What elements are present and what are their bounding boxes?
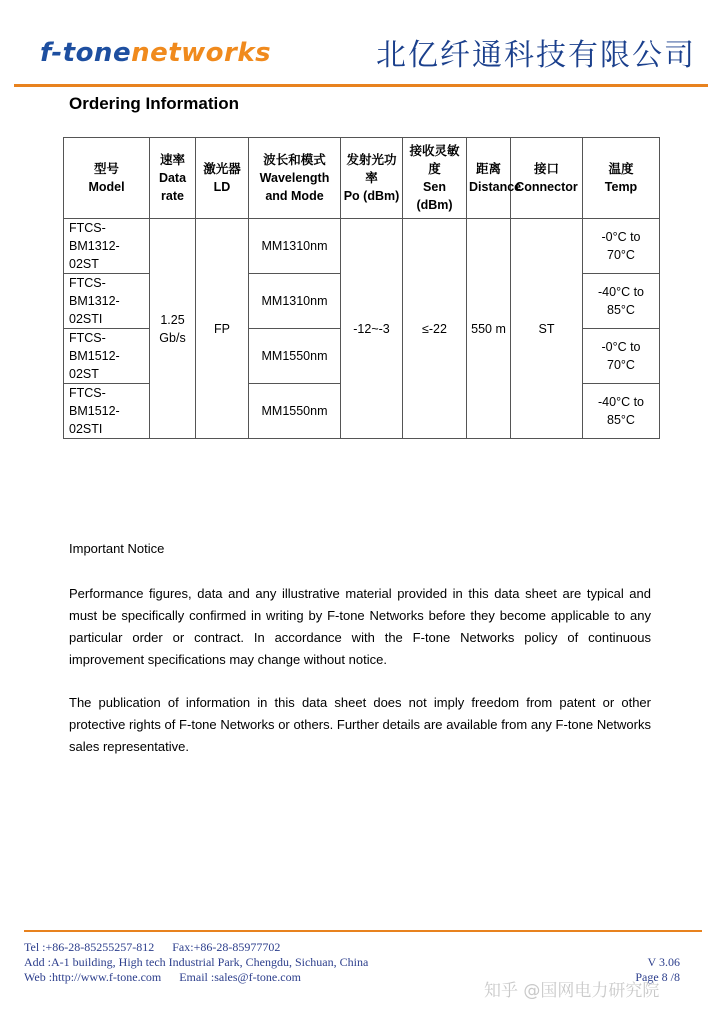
- page-number: Page 8 /8: [635, 970, 680, 984]
- table-header-row: [64, 138, 660, 219]
- version-label: V 3.06: [647, 955, 680, 969]
- cell-temp: -40°C to 85°C: [583, 384, 660, 439]
- cell-distance: 550 m: [467, 219, 511, 439]
- col-header-temp: 温度 Temp: [583, 138, 660, 219]
- cell-wavelength: MM1310nm: [249, 219, 341, 274]
- cell-model: FTCS-BM1512-02STI: [64, 384, 150, 439]
- ordering-table: [63, 137, 660, 439]
- header-divider: [14, 84, 708, 87]
- col-header-sen: 接收灵敏度 Sen (dBm): [403, 138, 467, 219]
- cell-model: FTCS-BM1312-02ST: [64, 219, 150, 274]
- notice-title: Important Notice: [69, 541, 165, 556]
- col-header-distance: 距离 Distance: [467, 138, 511, 219]
- footer-contact: [24, 940, 368, 985]
- col-header-connector: 接口 Connector: [511, 138, 583, 219]
- col-header-po: 发射光功率 Po (dBm): [341, 138, 403, 219]
- footer-web-email: Web :http://www.f-tone.com Email :sales@f-tone.com: [24, 970, 301, 984]
- watermark: 知乎 @国网电力研究院: [484, 981, 660, 1001]
- footer-address: Add :A-1 building, High tech Industrial Park, Chengdu, Sichuan, China: [24, 955, 369, 969]
- cell-wavelength: MM1550nm: [249, 384, 341, 439]
- cell-model: FTCS-BM1512-02ST: [64, 329, 150, 384]
- cell-ld: FP: [196, 219, 249, 439]
- cell-temp: -40°C to 85°C: [583, 274, 660, 329]
- cell-sen: ≤-22: [403, 219, 467, 439]
- logo-text-networks: networks: [131, 38, 272, 68]
- company-name-cn: 北亿纤通科技有限公司: [376, 38, 696, 73]
- footer-tel-fax: Tel :+86-28-85255257-812 Fax:+86-28-85977702: [24, 940, 281, 954]
- col-header-data-rate: 速率 Data rate: [150, 138, 196, 219]
- col-header-ld: 激光器 LD: [196, 138, 249, 219]
- col-header-wavelength: 波长和模式 Wavelength and Mode: [249, 138, 341, 219]
- notice-paragraph-2: The publication of information in this data sheet does not imply freedom from patent or other protective rights of F-tone Networks or others. Further details are available from any F-tone Networks sales representative.: [69, 695, 651, 754]
- logo-text-ftone: f-tone: [40, 38, 132, 68]
- cell-temp: -0°C to 70°C: [583, 219, 660, 274]
- cell-wavelength: MM1550nm: [249, 329, 341, 384]
- cell-model: FTCS-BM1312-02STI: [64, 274, 150, 329]
- cell-wavelength: MM1310nm: [249, 274, 341, 329]
- table-row: [64, 219, 660, 274]
- footer-divider: [24, 930, 702, 932]
- section-title: Ordering Information: [69, 94, 239, 113]
- col-header-model: 型号 Model: [64, 138, 150, 219]
- cell-temp: -0°C to 70°C: [583, 329, 660, 384]
- cell-connector: ST: [511, 219, 583, 439]
- cell-data-rate: 1.25 Gb/s: [150, 219, 196, 439]
- company-logo: [40, 38, 271, 68]
- cell-po: -12~-3: [341, 219, 403, 439]
- notice-paragraph-1: Performance figures, data and any illustrative material provided in this data sheet are typical and must be specifically confirmed in writing by F-tone Networks before they become applicable to any particular order or contract. In accordance with the F-tone Networks policy of continuous improvement specifications may change without notice.: [69, 586, 651, 667]
